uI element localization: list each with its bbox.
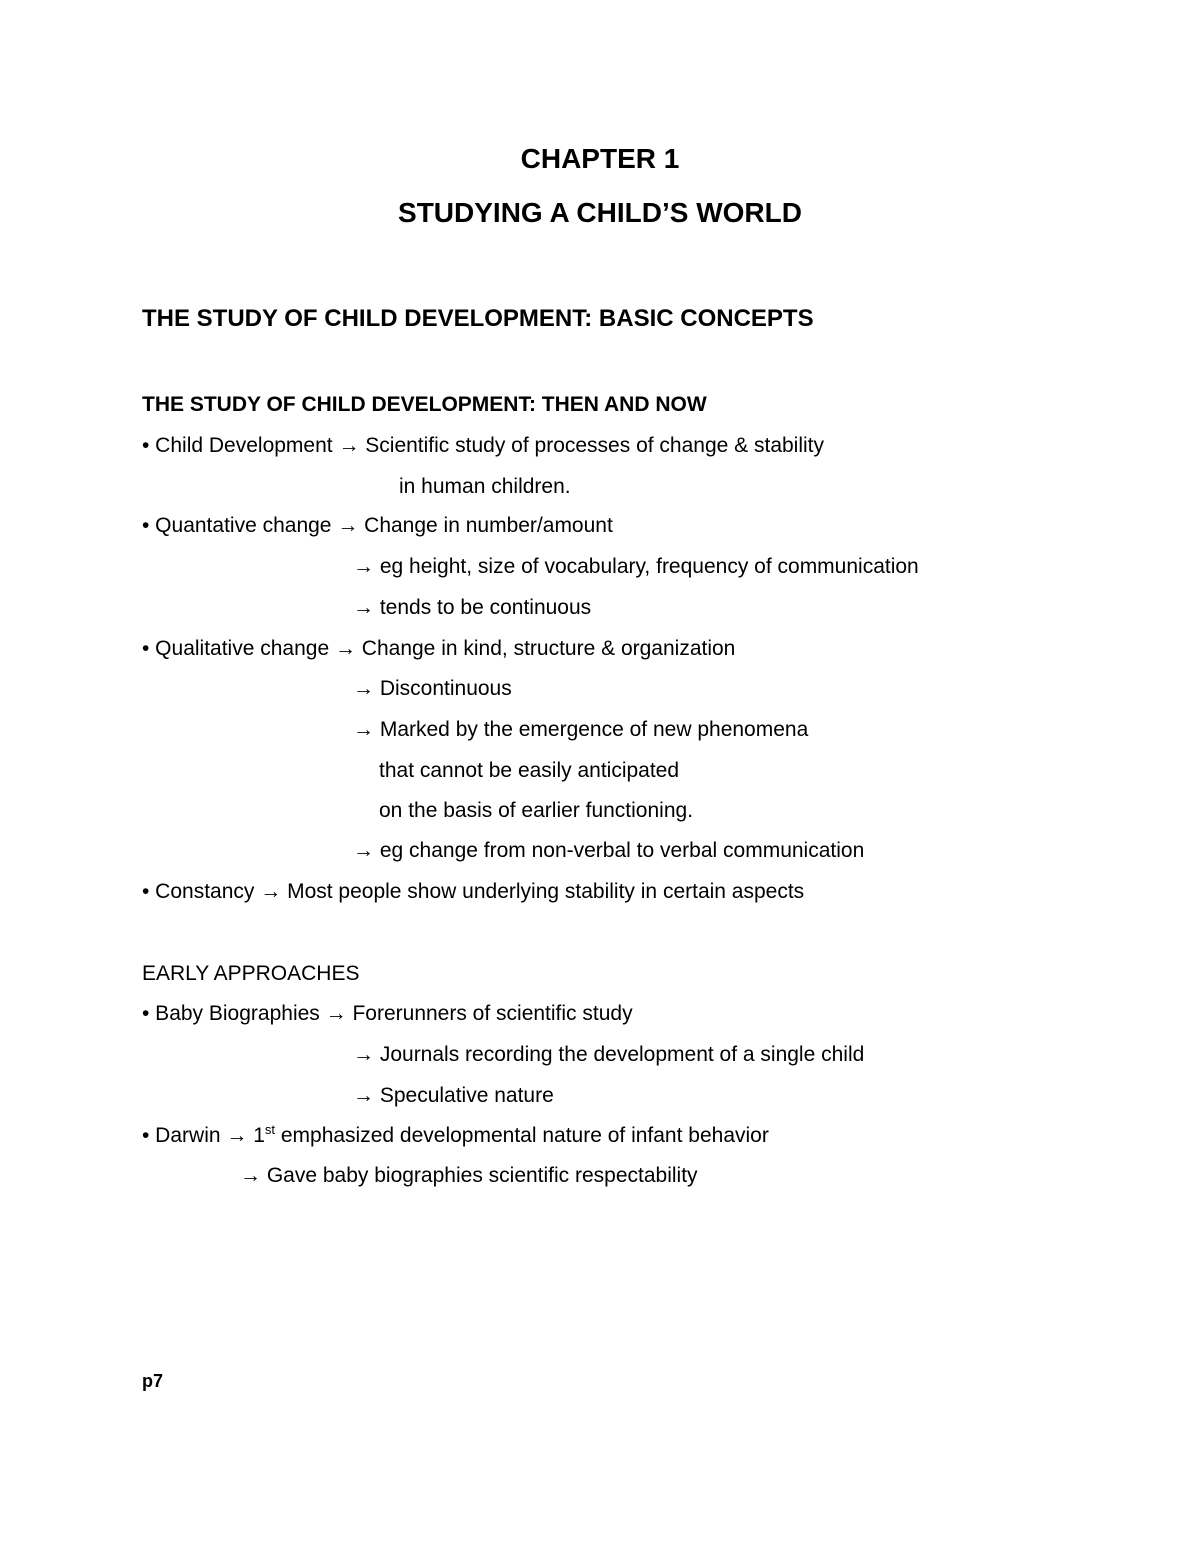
list-item-continuation: → Speculative nature (353, 1084, 554, 1107)
list-item-darwin (142, 1124, 769, 1148)
list-item-continuation: in human children. (399, 475, 571, 498)
list-item-continuation: → Marked by the emergence of new phenomena (353, 718, 809, 741)
list-item-continuation: → eg height, size of vocabulary, frequency of communication (353, 555, 919, 578)
page-number: p7 (142, 1371, 164, 1391)
subsection-heading-early-approaches: EARLY APPROACHES (142, 962, 360, 985)
chapter-title: STUDYING A CHILD’S WORLD (398, 197, 802, 228)
list-item-continuation: → tends to be continuous (353, 596, 592, 619)
list-item-continuation: on the basis of earlier functioning. (379, 799, 694, 822)
superscript: st (264, 1122, 276, 1137)
list-item-continuation: → Journals recording the development of a single child (353, 1043, 865, 1066)
list-item-continuation: → Gave baby biographies scientific respectability (240, 1164, 698, 1187)
list-item: • Baby Biographies → Forerunners of scientific study (142, 1002, 633, 1025)
list-item-continuation: → eg change from non-verbal to verbal communication (353, 839, 865, 862)
list-item: • Qualitative change → Change in kind, structure & organization (142, 637, 736, 660)
subsection-heading: THE STUDY OF CHILD DEVELOPMENT: THEN AND NOW (142, 393, 707, 416)
darwin-suffix: emphasized developmental nature of infant behavior (275, 1124, 769, 1147)
list-item: • Child Development → Scientific study of processes of change & stability (142, 434, 825, 457)
darwin-prefix: • Darwin → 1 (142, 1124, 265, 1147)
list-item-continuation: → Discontinuous (353, 677, 512, 700)
section-heading: THE STUDY OF CHILD DEVELOPMENT: BASIC CONCEPTS (142, 305, 814, 332)
list-item: • Constancy → Most people show underlying stability in certain aspects (142, 880, 805, 903)
list-item-continuation: that cannot be easily anticipated (379, 759, 680, 782)
list-item: • Quantative change → Change in number/amount (142, 514, 613, 537)
chapter-number: CHAPTER 1 (520, 143, 680, 174)
